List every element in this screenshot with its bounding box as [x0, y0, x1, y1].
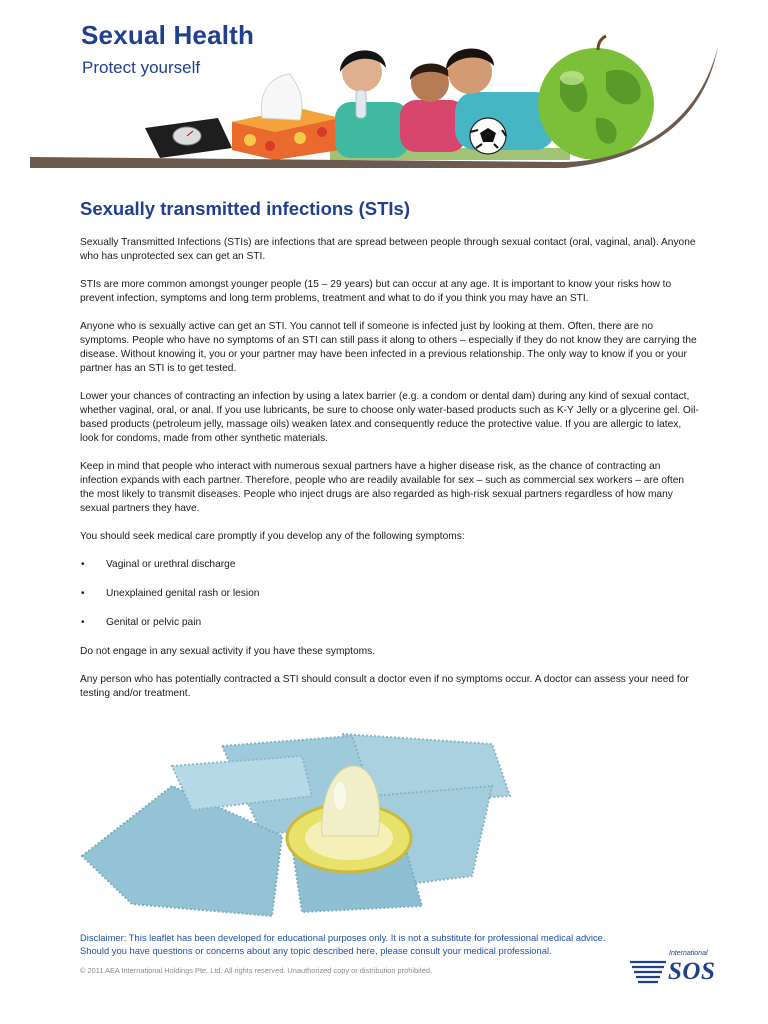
symptom-list: [80, 558, 700, 630]
paragraph-risk: Keep in mind that people who interact with numerous sexual partners have a higher disease risk, as the chance of contracting an infection expands with each partner. Therefore, people who are readily available for sex – such as commercial sex workers – are often the most likely to transmit diseases. People who inject drugs are also regarded as high-risk sexual partners regardless of how many sexual partners they have.: [80, 461, 685, 514]
copyright-notice: © 2011 AEA International Holdings Pte. Ltd. All rights reserved. Unauthorized copy or distribution prohibited.: [80, 966, 433, 975]
girl-image: [335, 50, 409, 158]
paragraph-seek-care: You should seek medical care promptly if you develop any of the following symptoms:: [80, 531, 465, 542]
scale-image: [145, 118, 232, 158]
paragraph-abstain: Do not engage in any sexual activity if you have these symptoms.: [80, 646, 376, 657]
page-title: Sexual Health: [81, 20, 255, 50]
tissue-box-image: [232, 74, 340, 160]
disclaimer-line: Disclaimer: This leaflet has been developed for educational purposes only. It is not a substitute for professional medical advice.: [80, 932, 606, 943]
list-item: [80, 558, 700, 572]
paragraph-intro: Sexually Transmitted Infections (STIs) are infections that are spread between people through sexual contact (oral, vaginal, anal). Anyone who has unprotected sex can get an STI.: [80, 237, 696, 262]
article-body: [80, 236, 700, 715]
bullet-glyph: •: [81, 617, 85, 628]
condom-packets-image: [72, 726, 522, 921]
list-item-text: Vaginal or urethral discharge: [106, 559, 236, 570]
bullet-glyph: •: [81, 559, 85, 570]
list-item-text: Genital or pelvic pain: [106, 617, 202, 628]
list-item: [80, 587, 700, 601]
apple-globe-image: [538, 36, 654, 160]
page-subtitle: Protect yourself: [82, 58, 201, 77]
list-item-text: Unexplained genital rash or lesion: [106, 588, 260, 599]
soccer-ball-image: [470, 118, 506, 154]
logo-main-text: SOS: [668, 958, 716, 985]
bullet-glyph: •: [81, 588, 85, 599]
disclaimer: [80, 931, 640, 957]
disclaimer-line: Should you have questions or concerns about any topic described here, please consult your medical professional.: [80, 945, 552, 956]
article-heading: Sexually transmitted infections (STIs): [80, 198, 410, 219]
paragraph-prevention: Lower your chances of contracting an infection by using a latex barrier (e.g. a condom or dental dam) during any kind of sexual contact, whether vaginal, oral, or anal. If you use lubricants, be sure to choose only water-based products such as K-Y Jelly or a glycerine gel. Oil-based products (petroleum jelly, massage oils) weaken latex and consequently reduce the protective value. If you are allergic to latex, look for condoms, made from other synthetic materials.: [80, 391, 699, 444]
paragraph-symptoms: Anyone who is sexually active can get an STI. You cannot tell if someone is infected just by looking at them. Often, there are no symptoms. People who have no symptoms of an STI can still pass it along to others – especially if they do not know they are carrying the disease. Without knowing it, you or your partner may have been infected in a previous relationship. The only way to know if you or your partner has an STI is to get tested.: [80, 321, 697, 374]
logo-small-text: International: [669, 950, 708, 957]
list-item: [80, 616, 700, 630]
paragraph-age: STIs are more common amongst younger people (15 – 29 years) but can occur at any age. It is important to know your risks how to prevent infection, symptoms and long term problems, treatment and what to do if you think you may have an STI.: [80, 279, 672, 304]
header-banner-image: [0, 0, 768, 175]
paragraph-consult: Any person who has potentially contracted a STI should consult a doctor even if no symptoms occur. A doctor can assess your need for testing and/or treatment.: [80, 674, 689, 699]
